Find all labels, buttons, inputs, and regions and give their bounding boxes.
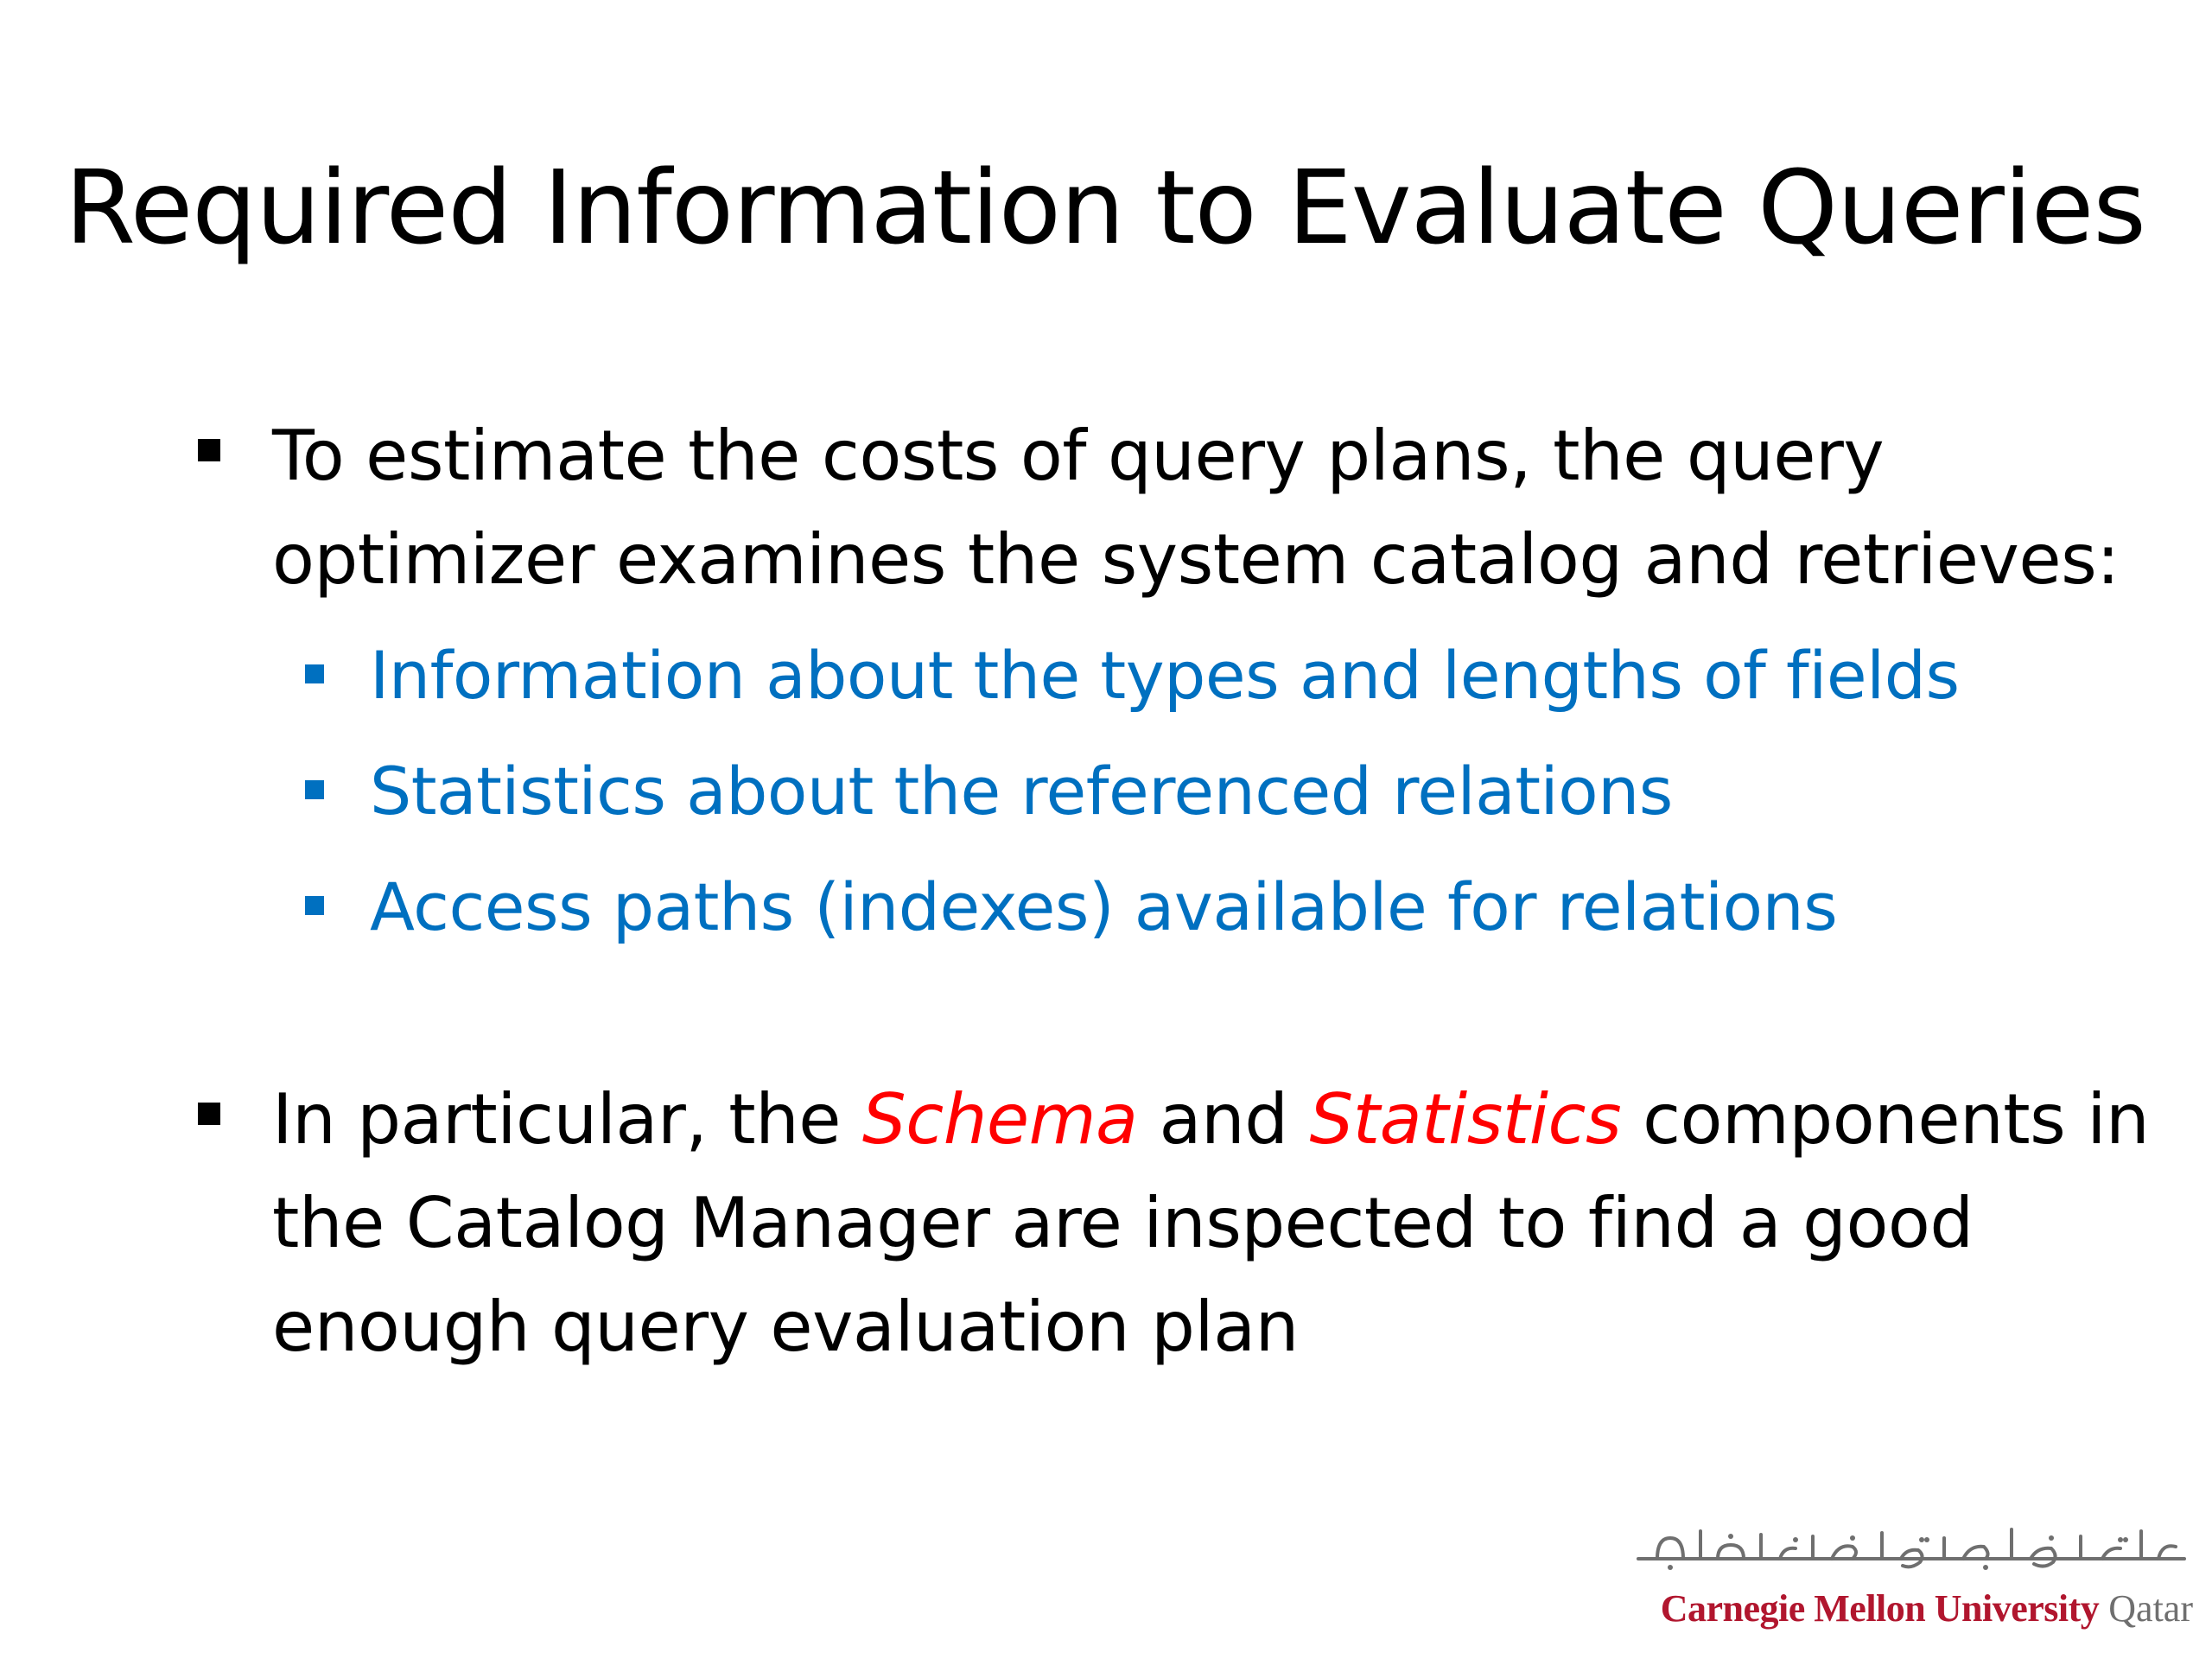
bullet-1-text: To estimate the costs of query plans, the query optimizer examines the system catalog and retrieves: (272, 416, 2120, 600)
bullet-2-text-middle: and (1137, 1079, 1310, 1160)
sub-bullet-square-icon (305, 664, 324, 683)
sub-bullet-item (370, 618, 1960, 734)
sub-bullet-text: Statistics about the referenced relations (370, 753, 1673, 830)
bullet-2-text (272, 1068, 2173, 1379)
bullet-square-icon (198, 439, 220, 461)
sub-bullet-item (370, 849, 1960, 965)
bullet-2-text-end: components in the Catalog Manager are inspected to find a good enough query evaluation plan (272, 1079, 2150, 1367)
sub-bullet-item (370, 734, 1960, 849)
sub-bullet-list (370, 618, 1960, 965)
emphasis-schema: Schema (861, 1079, 1138, 1160)
emphasis-statistics: Statistics (1309, 1079, 1622, 1160)
slide-title: Required Information to Evaluate Queries (65, 148, 2145, 267)
logo-university-name: Carnegie Mellon University (1660, 1587, 2100, 1630)
logo-english-text (1661, 1585, 2193, 1633)
cmu-qatar-logo (1623, 1521, 2193, 1633)
sub-bullet-text: Information about the types and lengths of fields (370, 637, 1960, 714)
logo-location: Qatar (2108, 1587, 2193, 1630)
sub-bullet-square-icon (305, 780, 324, 799)
sub-bullet-text: Access paths (indexes) available for relations (370, 868, 1838, 945)
bullet-2-text-start: In particular, the (272, 1079, 862, 1160)
arabic-logo-text-icon (1631, 1521, 2193, 1573)
bullet-square-icon (198, 1103, 220, 1125)
sub-bullet-square-icon (305, 896, 324, 915)
